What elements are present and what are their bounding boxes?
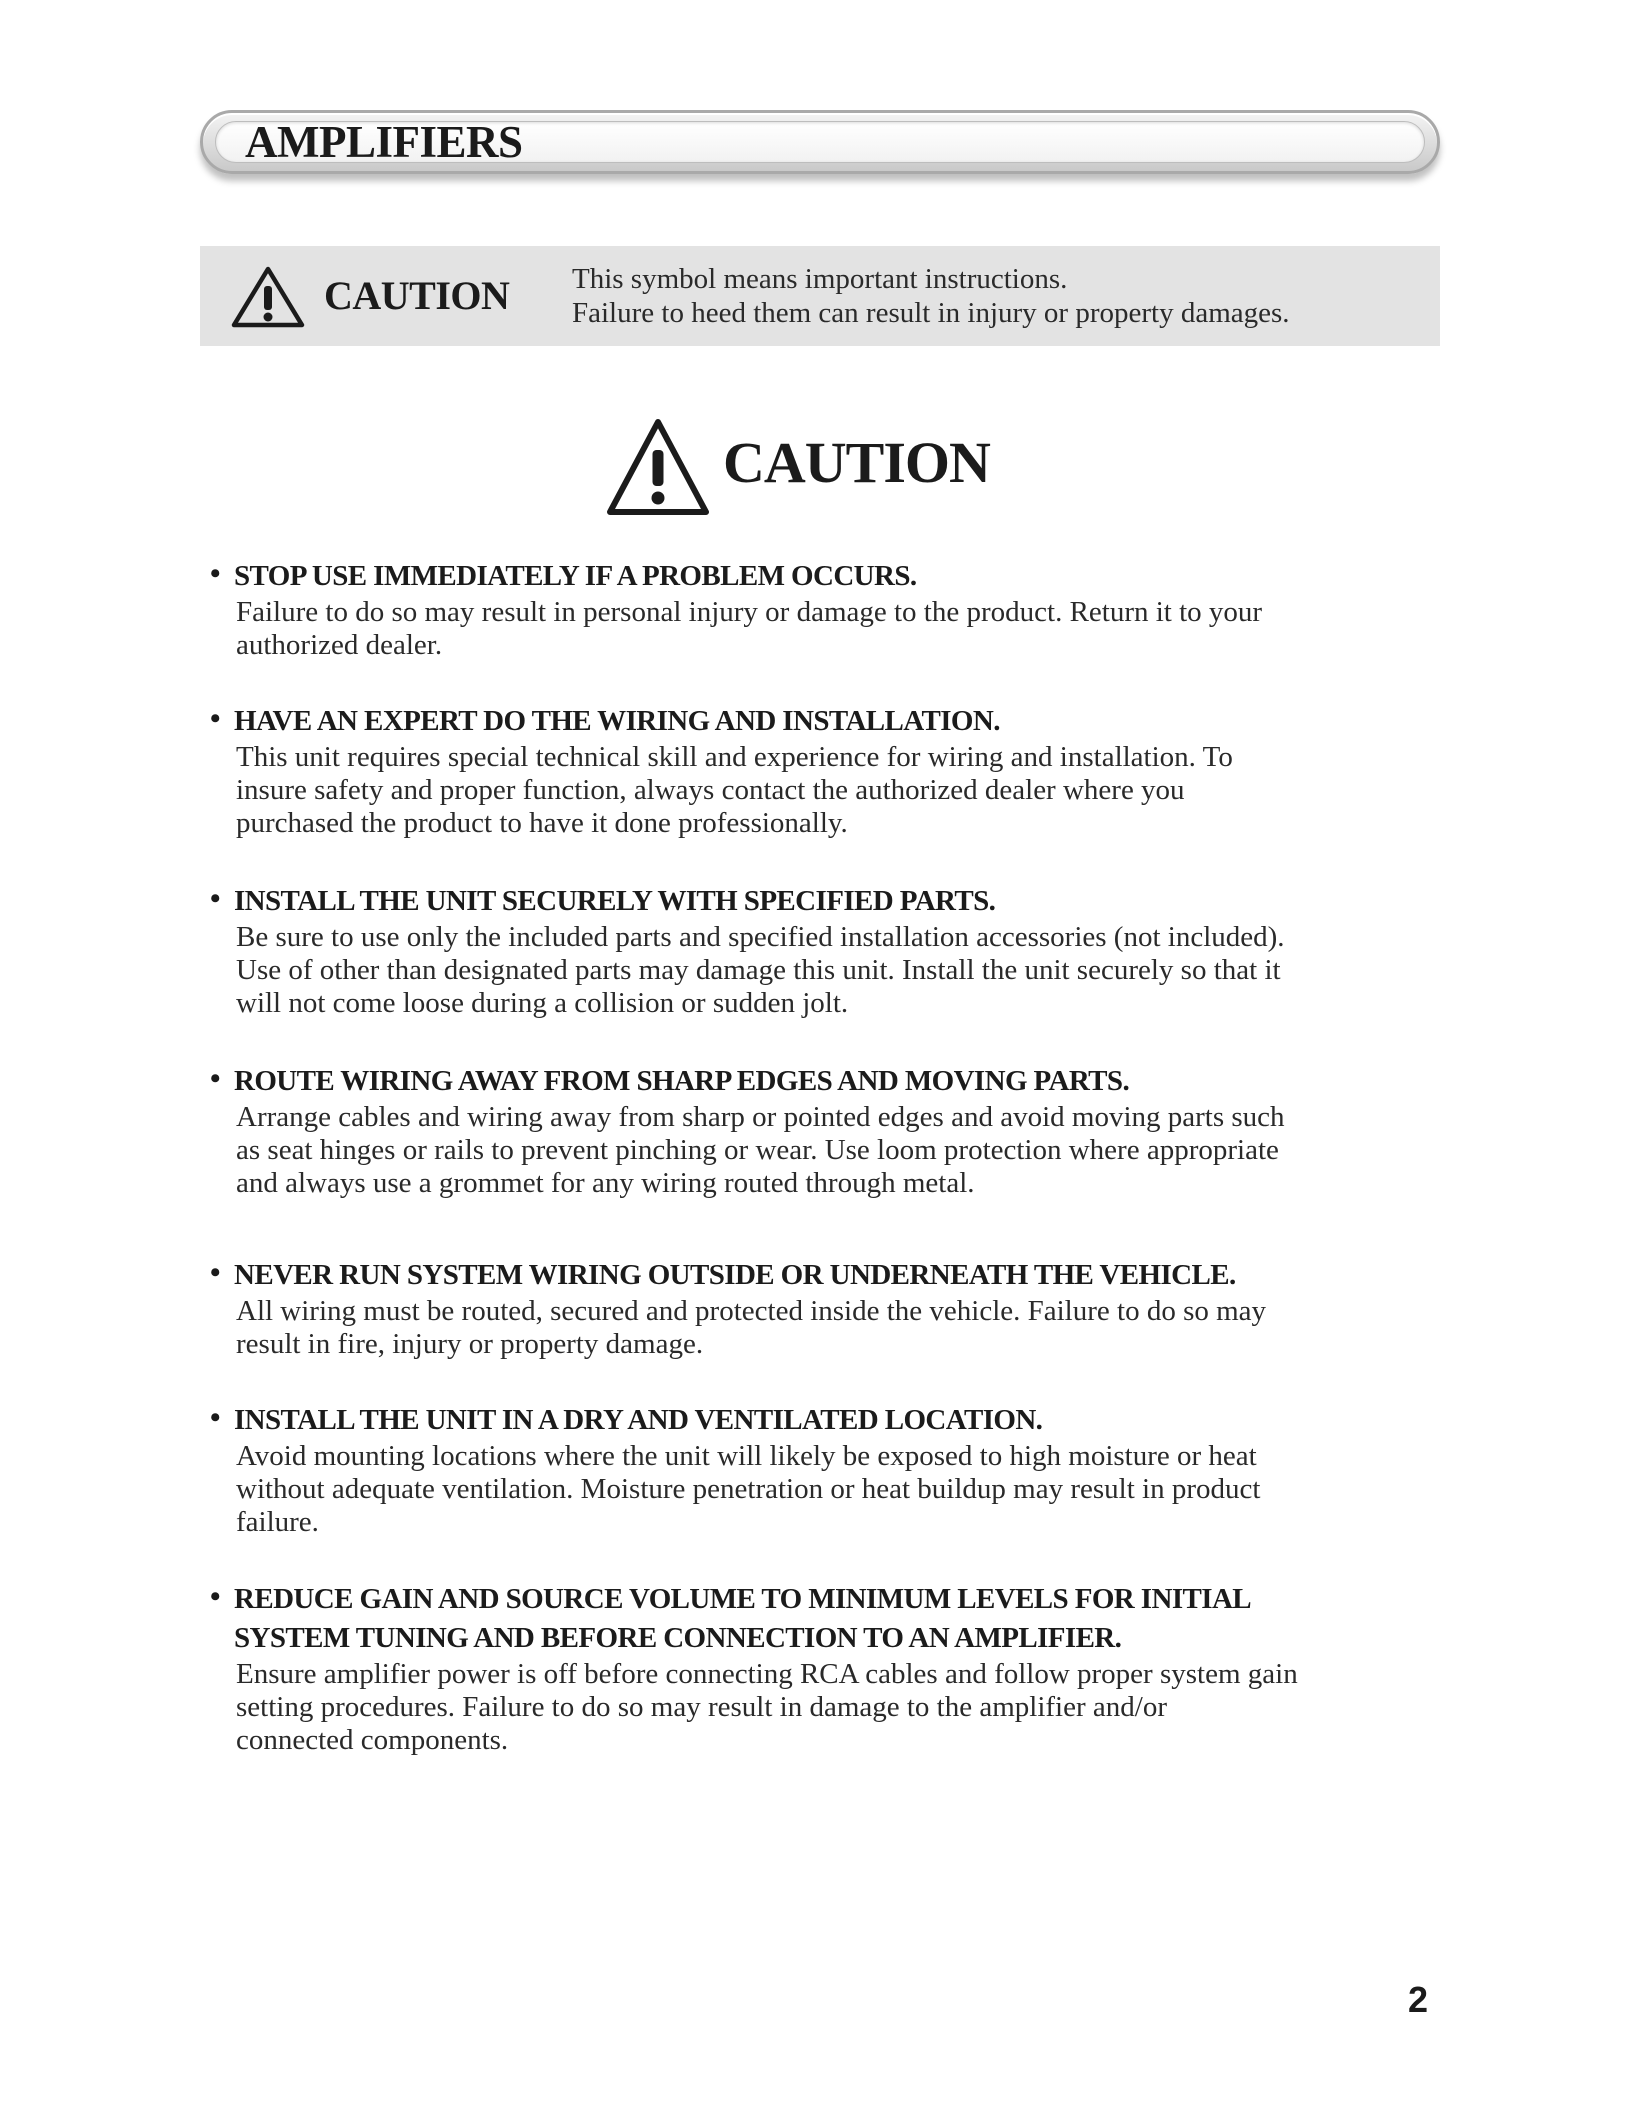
item-heading-line: ROUTE WIRING AWAY FROM SHARP EDGES AND MOVING PARTS.	[234, 1065, 1130, 1097]
item-heading-line: REDUCE GAIN AND SOURCE VOLUME TO MINIMUM LEVELS FOR INITIAL	[234, 1583, 1252, 1615]
item-body-line: authorized dealer.	[236, 629, 443, 661]
item-body	[236, 921, 1450, 1020]
item-body	[236, 1101, 1450, 1200]
item-heading-line: INSTALL THE UNIT IN A DRY AND VENTILATED LOCATION.	[234, 1404, 1043, 1436]
legend-caution-label: CAUTION	[324, 273, 510, 318]
caution-legend-box	[200, 246, 1440, 346]
caution-heading-label: CAUTION	[723, 430, 990, 495]
caution-item	[210, 1062, 1450, 1200]
section-title-bar	[200, 110, 1440, 174]
item-heading	[234, 702, 1450, 741]
item-body-line: result in fire, injury or property damage.	[236, 1328, 704, 1360]
caution-item	[210, 557, 1450, 662]
bullet: •	[210, 557, 221, 590]
item-body	[236, 1440, 1450, 1539]
caution-item	[210, 1256, 1450, 1361]
item-body-line: connected components.	[236, 1724, 509, 1756]
bullet: •	[210, 1401, 221, 1434]
item-body-line: purchased the product to have it done professionally.	[236, 807, 848, 839]
item-body-line: insure safety and proper function, always contact the authorized dealer where you	[236, 774, 1185, 806]
item-body-line: failure.	[236, 1506, 319, 1538]
item-body-line: Ensure amplifier power is off before connecting RCA cables and follow proper system gain	[236, 1658, 1298, 1690]
item-body-line: Arrange cables and wiring away from sharp or pointed edges and avoid moving parts such	[236, 1101, 1285, 1133]
item-body-line: All wiring must be routed, secured and protected inside the vehicle. Failure to do so may	[236, 1295, 1267, 1327]
caution-item	[210, 1580, 1450, 1757]
item-body-line: without adequate ventilation. Moisture penetration or heat buildup may result in product	[236, 1473, 1261, 1505]
item-body	[236, 1295, 1450, 1361]
bullet: •	[210, 702, 221, 735]
item-body-line: Failure to do so may result in personal injury or damage to the product. Return it to your	[236, 596, 1263, 628]
caution-item	[210, 882, 1450, 1020]
legend-description	[572, 262, 1290, 330]
bullet: •	[210, 1256, 221, 1289]
item-heading-line: NEVER RUN SYSTEM WIRING OUTSIDE OR UNDERNEATH THE VEHICLE.	[234, 1259, 1236, 1291]
caution-item	[210, 702, 1450, 840]
item-heading-line: HAVE AN EXPERT DO THE WIRING AND INSTALLATION.	[234, 705, 1000, 737]
item-body-line: as seat hinges or rails to prevent pinching or wear. Use loom protection where appropriate	[236, 1134, 1279, 1166]
item-body-line: and always use a grommet for any wiring routed through metal.	[236, 1167, 975, 1199]
caution-item	[210, 1401, 1450, 1539]
page-number: 2	[1408, 1979, 1429, 2020]
item-heading	[234, 1580, 1450, 1658]
item-heading-line: SYSTEM TUNING AND BEFORE CONNECTION TO AN AMPLIFIER.	[234, 1622, 1122, 1654]
section-title: AMPLIFIERS	[245, 117, 523, 167]
item-body-line: Be sure to use only the included parts and specified installation accessories (not included).	[236, 921, 1285, 953]
item-heading-line: STOP USE IMMEDIATELY IF A PROBLEM OCCURS.	[234, 560, 917, 592]
legend-line: Failure to heed them can result in injury or property damages.	[572, 297, 1290, 329]
item-body-line: Use of other than designated parts may damage this unit. Install the unit securely so that it	[236, 954, 1281, 986]
item-heading	[234, 882, 1450, 921]
warning-triangle-icon	[605, 416, 711, 520]
item-heading	[234, 1062, 1450, 1101]
bullet: •	[210, 1062, 221, 1095]
item-body-line: Avoid mounting locations where the unit will likely be exposed to high moisture or heat	[236, 1440, 1257, 1472]
bullet: •	[210, 1580, 221, 1613]
item-heading	[234, 1256, 1450, 1295]
caution-heading	[605, 414, 1025, 524]
item-body	[236, 596, 1450, 662]
item-body-line: setting procedures. Failure to do so may result in damage to the amplifier and/or	[236, 1691, 1167, 1723]
item-body	[236, 741, 1450, 840]
item-heading-line: INSTALL THE UNIT SECURELY WITH SPECIFIED PARTS.	[234, 885, 996, 917]
item-heading	[234, 1401, 1450, 1440]
item-body-line: will not come loose during a collision or sudden jolt.	[236, 987, 849, 1019]
item-body-line: This unit requires special technical skill and experience for wiring and installation. To	[236, 741, 1233, 773]
item-body	[236, 1658, 1450, 1757]
bullet: •	[210, 882, 221, 915]
item-heading	[234, 557, 1450, 596]
legend-line: This symbol means important instructions.	[572, 263, 1068, 295]
warning-triangle-icon	[230, 264, 306, 330]
